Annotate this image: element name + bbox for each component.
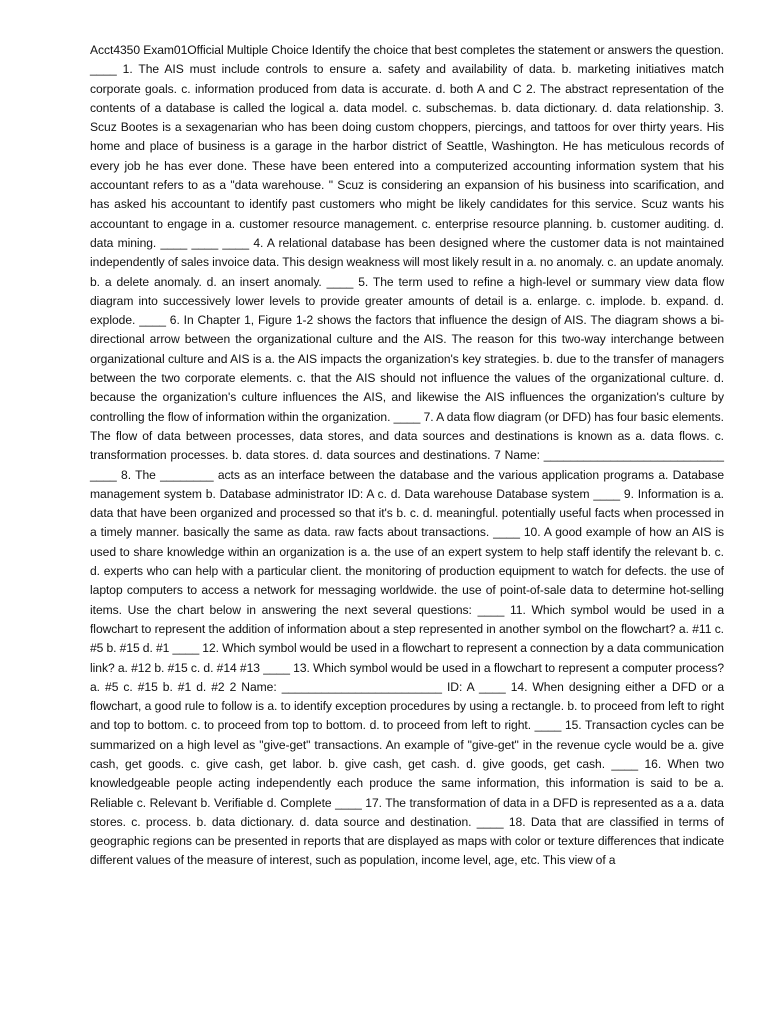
document-body-text: Acct4350 Exam01Official Multiple Choice Identify the choice that best completes the statement or answers the question. ____ 1. The AIS must include controls to ensure a. safety and availability of data. b. marketing initiatives match corporate goals. c. information produced from data is accurate. d. both A and C 2. The abstract representation of the contents of a database is called the logical a. data model. c. subschemas. b. data dictionary. d. data relationship. 3. Scuz Bootes is a sexagenarian who has been doing custom choppers, piercings, and tattoos for over thirty years. His home and place of business is a garage in the harbor district of Seattle, Washington. He has meticulous records of every job he has ever done. These have been entered into a computerized accounting information system that his accountant refers to as a "data warehouse. " Scuz is considering an expansion of his business into scarification, and has asked his accountant to identify past customers who might be likely candidates for this service. Scuz wants his accountant to engage in a. customer resource management. c. enterprise resource planning. b. customer auditing. d. data mining. ____ ____ ____ 4. A relational database has been designed where the customer data is not maintained independently of sales invoice data. This design weakness will most likely result in a. no anomaly. c. an update anomaly. b. a delete anomaly. d. an insert anomaly. ____ 5. The term used to refine a high-level or summary view data flow diagram into successively lower levels to provide greater amounts of detail is a. enlarge. c. implode. b. expand. d. explode. ____ 6. In Chapter 1, Figure 1-2 shows the factors that influence the design of AIS. The diagram shows a bi-directional arrow between the organizational culture and the AIS. The reason for this two-way interchange between organizational culture and AIS is a. the AIS impacts the organization's key strategies. b. due to the transfer of managers between the two corporate elements. c. that the AIS should not influence the values of the organizational culture. d. because the organization's culture influences the AIS, and likewise the AIS influences the organization's culture by controlling the flow of information within the organization. ____ 7. A data flow diagram (or DFD) has four basic elements. The flow of data between processes, data stores, and data sources and destinations is known as a. data flows. c. transformation processes. b. data stores. d. data sources and destinations. 7 Name: ___________________________ ____ 8. The ________ acts as an interface between the database and the various application programs a. Database management system b. Database administrator ID: A c. d. Data warehouse Database system ____ 9. Information is a. data that have been organized and processed so that it's b. c. d. meaningful. potentially useful facts when processed in a timely manner. basically the same as data. raw facts about transactions. ____ 10. A good example of how an AIS is used to share knowledge within an organization is a. the use of an expert system to help staff identify the relevant b. c. d. experts who can help with a particular client. the monitoring of production equipment to watch for defects. the use of laptop computers to access a network for messaging worldwide. the use of point-of-sale data to determine hot-selling items. Use the chart below in answering the next several questions: ____ 11. Which symbol would be used in a flowchart to represent the addition of information about a step represented in another symbol on the flowchart? a. #11 c. #5 b. #15 d. #1 ____ 12. Which symbol would be used in a flowchart to represent a connection by a data communication link? a. #12 b. #15 c. d. #14 #13 ____ 13. Which symbol would be used in a flowchart to represent a computer process? a. #5 c. #15 b. #1 d. #2 2 Name: ________________________ ID: A ____ 14. When designing either a DFD or a flowchart, a good rule to follow is a. to identify exception procedures by using a rectangle. b. to proceed from left to right and top to bottom. c. to proceed from top to bottom. d. to proceed from left to right. ____ 15. Transaction cycles can be summarized on a high level as "give-get" transactions. An example of "give-get" in the revenue cycle would be a. give cash, get goods. c. give cash, get labor. b. give cash, get cash. d. give goods, get cash. ____ 16. When two knowledgeable people acting independently each produce the same information, this information is said to be a. Reliable c. Relevant b. Verifiable d. Complete ____ 17. The transformation of data in a DFD is represented as a a. data stores. c. process. b. data dictionary. d. data source and destination. ____ 18. Data that are classified in terms of geographic regions can be presented in reports that are displayed as maps with color or texture differences that indicate different values of the measure of interest, such as population, income level, age, etc. This view of a	[90, 43, 724, 868]
document-page	[90, 41, 724, 871]
